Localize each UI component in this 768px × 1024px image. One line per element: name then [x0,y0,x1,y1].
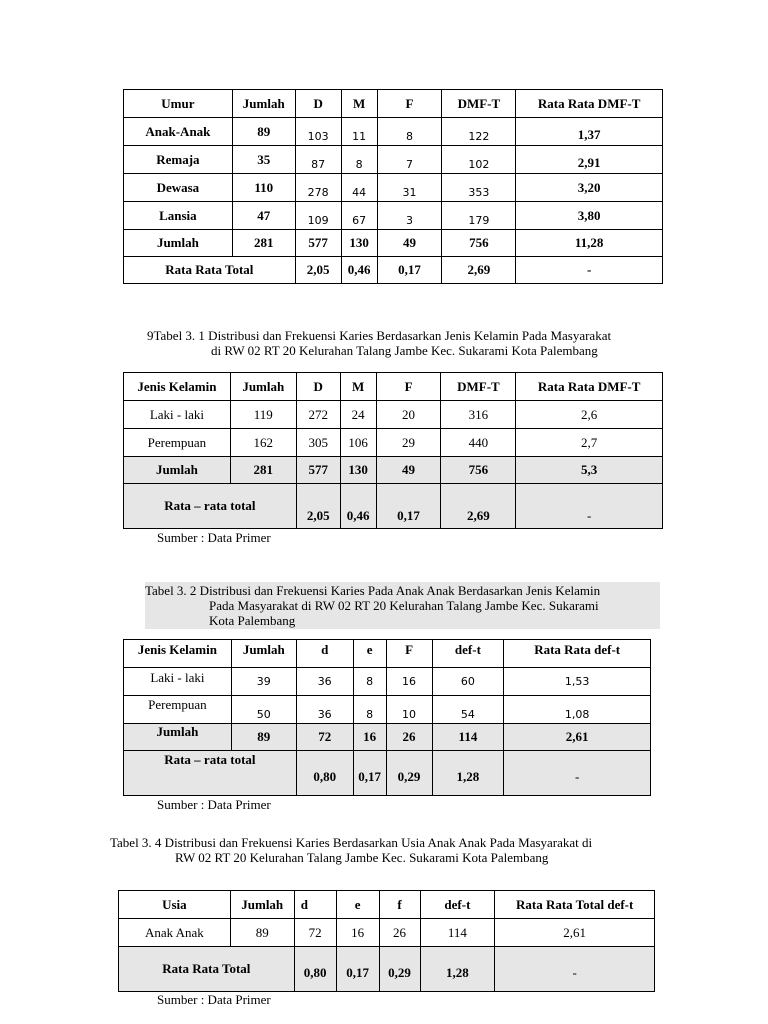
col-header: def-t [432,640,504,668]
table-row [124,202,663,230]
caption-line: Pada Masyarakat di RW 02 RT 20 Kelurahan Talang Jambe Kec. Sukarami [209,598,599,613]
table-row [124,174,663,202]
cell: 36 [296,696,353,724]
cell: 0,29 [379,947,420,992]
cell: 2,91 [516,146,663,174]
table-caption [110,835,670,865]
col-header: F [376,373,441,401]
cell: 89 [230,919,294,947]
cell: 114 [432,724,504,751]
col-header: Jenis Kelamin [124,373,231,401]
table-row-sum [124,457,663,484]
row-label: Jumlah [124,230,233,257]
cell: 1,28 [432,751,504,796]
table-row [124,696,651,724]
table-header-row [119,891,655,919]
cell: 1,37 [516,118,663,146]
cell: 0,17 [336,947,379,992]
table-header-row [124,373,663,401]
col-header: F [377,90,442,118]
col-header: Umur [124,90,233,118]
row-label: Anak-Anak [124,118,233,146]
cell: 756 [442,230,516,257]
cell: 109 [295,202,341,230]
col-header: Jenis Kelamin [124,640,232,668]
col-header: Jumlah [232,90,295,118]
col-header: f [379,891,420,919]
row-label: Jumlah [124,457,231,484]
cell: 2,69 [441,484,516,529]
cell: - [516,257,663,284]
cell: 0,80 [294,947,336,992]
table-row [124,668,651,696]
cell: 72 [296,724,353,751]
col-header: Rata Rata DMF-T [516,373,663,401]
cell: 47 [232,202,295,230]
col-header: d [296,640,353,668]
cell: 1,08 [504,696,651,724]
cell: 26 [386,724,432,751]
cell: 72 [294,919,336,947]
cell: - [516,484,663,529]
cell: 316 [441,401,516,429]
cell: 130 [340,457,376,484]
cell: 119 [230,401,296,429]
cell: 49 [377,230,442,257]
cell: 89 [231,724,296,751]
col-header: Rata Rata def-t [504,640,651,668]
cell: 440 [441,429,516,457]
cell: 20 [376,401,441,429]
caption-line: Kota Palembang [209,613,296,628]
source-note: Sumber : Data Primer [157,530,271,545]
cell: 11 [341,118,377,146]
col-header: e [353,640,386,668]
table-caption [147,328,677,358]
cell: 0,46 [340,484,376,529]
table-row [124,118,663,146]
cell: 110 [232,174,295,202]
cell: 16 [386,668,432,696]
row-label: Laki - laki [124,668,232,696]
cell: 31 [377,174,442,202]
cell: 5,3 [516,457,663,484]
row-label: Rata Rata Total [124,257,296,284]
table-row-total [124,751,651,796]
cell: 0,46 [341,257,377,284]
cell: 35 [232,146,295,174]
cell: 7 [377,146,442,174]
cell: 1,53 [504,668,651,696]
col-header: e [336,891,379,919]
cell: 305 [296,429,340,457]
cell: 179 [442,202,516,230]
col-header: Usia [119,891,231,919]
caption-line: RW 02 RT 20 Kelurahan Talang Jambe Kec. Sukarami Kota Palembang [175,850,549,865]
col-header: DMF-T [441,373,516,401]
col-header: def-t [420,891,495,919]
table-header-row [124,90,663,118]
col-header: Jumlah [231,640,296,668]
col-header: d [294,891,336,919]
col-header: Jumlah [230,891,294,919]
table-row [124,429,663,457]
table-anak-jenis-kelamin [123,639,651,796]
cell: 8 [353,696,386,724]
cell: 0,17 [376,484,441,529]
cell: 1,28 [420,947,495,992]
cell: 8 [377,118,442,146]
cell: 2,7 [516,429,663,457]
col-header: Jumlah [230,373,296,401]
cell: 67 [341,202,377,230]
caption-line: di RW 02 RT 20 Kelurahan Talang Jambe Kec. Sukarami Kota Palembang [211,343,598,358]
cell: 3,20 [516,174,663,202]
cell: 89 [232,118,295,146]
col-header: DMF-T [442,90,516,118]
col-header: M [340,373,376,401]
cell: 0,17 [377,257,442,284]
cell: 281 [232,230,295,257]
row-label: Anak Anak [119,919,231,947]
col-header: M [341,90,377,118]
cell: 60 [432,668,504,696]
row-label: Dewasa [124,174,233,202]
cell: 2,05 [295,257,341,284]
table-row-total [124,484,663,529]
cell: 49 [376,457,441,484]
table-header-row [124,640,651,668]
table-jenis-kelamin [123,372,663,529]
cell: 10 [386,696,432,724]
col-header: Rata Rata Total def-t [495,891,655,919]
cell: - [504,751,651,796]
cell: 29 [376,429,441,457]
row-label: Rata – rata total [124,484,297,529]
cell: - [495,947,655,992]
col-header: Rata Rata DMF-T [516,90,663,118]
table-row-total [119,947,655,992]
cell: 3,80 [516,202,663,230]
cell: 103 [295,118,341,146]
cell: 11,28 [516,230,663,257]
table-row [124,401,663,429]
row-label: Rata – rata total [124,751,297,796]
cell: 3 [377,202,442,230]
cell: 2,61 [504,724,651,751]
cell: 162 [230,429,296,457]
cell: 2,05 [296,484,340,529]
cell: 44 [341,174,377,202]
cell: 8 [353,668,386,696]
row-label: Perempuan [124,429,231,457]
cell: 577 [295,230,341,257]
cell: 39 [231,668,296,696]
caption-line: Tabel 3. 4 Distribusi dan Frekuensi Karies Berdasarkan Usia Anak Anak Pada Masyarakat di [110,835,593,850]
cell: 2,6 [516,401,663,429]
table-usia-anak [118,890,655,992]
cell: 8 [341,146,377,174]
cell: 36 [296,668,353,696]
col-header: D [296,373,340,401]
table-row-sum [124,230,663,257]
col-header: F [386,640,432,668]
cell: 24 [340,401,376,429]
caption-line: Tabel 3. 2 Distribusi dan Frekuensi Karies Pada Anak Anak Berdasarkan Jenis Kelamin [145,583,601,598]
row-label: Lansia [124,202,233,230]
cell: 16 [336,919,379,947]
row-label: Rata Rata Total [119,947,295,992]
cell: 0,29 [386,751,432,796]
cell: 278 [295,174,341,202]
cell: 0,80 [296,751,353,796]
source-note: Sumber : Data Primer [157,992,271,1007]
cell: 281 [230,457,296,484]
row-label: Remaja [124,146,233,174]
row-label: Perempuan [124,696,232,724]
cell: 353 [442,174,516,202]
cell: 122 [442,118,516,146]
cell: 2,69 [442,257,516,284]
cell: 130 [341,230,377,257]
cell: 577 [296,457,340,484]
table-caption [145,582,660,629]
col-header: D [295,90,341,118]
table-row-sum [124,724,651,751]
table-row [119,919,655,947]
row-label: Jumlah [124,724,232,751]
cell: 16 [353,724,386,751]
cell: 756 [441,457,516,484]
cell: 26 [379,919,420,947]
table-row-total [124,257,663,284]
cell: 102 [442,146,516,174]
cell: 114 [420,919,495,947]
table-row [124,146,663,174]
row-label: Laki - laki [124,401,231,429]
table-umur [123,89,663,284]
cell: 106 [340,429,376,457]
cell: 2,61 [495,919,655,947]
caption-line: 9Tabel 3. 1 Distribusi dan Frekuensi Karies Berdasarkan Jenis Kelamin Pada Masyarakat [147,328,612,343]
cell: 87 [295,146,341,174]
cell: 54 [432,696,504,724]
cell: 272 [296,401,340,429]
cell: 50 [231,696,296,724]
cell: 0,17 [353,751,386,796]
source-note: Sumber : Data Primer [157,797,271,812]
